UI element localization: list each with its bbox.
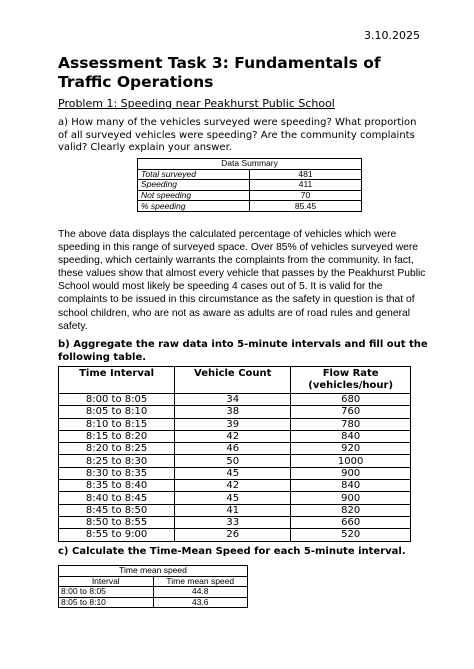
question-b: b) Aggregate the raw data into 5-minute intervals and fill out the following table.	[58, 339, 428, 363]
table-row	[138, 169, 362, 180]
vehicle-count-cell: 42	[175, 430, 291, 442]
table-header-row	[138, 159, 362, 170]
interval-cell: 8:00 to 8:05	[59, 587, 154, 598]
column-header-time-interval: Time Interval	[59, 367, 175, 394]
table-row	[59, 480, 411, 492]
table-row	[59, 430, 411, 442]
flow-rate-cell: 780	[291, 418, 411, 430]
column-header-time-mean-speed: Time mean speed	[153, 576, 248, 587]
time-mean-speed-table	[58, 565, 248, 608]
vehicle-count-cell: 42	[175, 480, 291, 492]
problem-heading: Problem 1: Speeding near Peakhurst Public School	[58, 97, 335, 110]
question-c: c) Calculate the Time-Mean Speed for each 5-minute interval.	[58, 546, 406, 557]
vehicle-count-cell: 45	[175, 492, 291, 504]
vehicle-count-cell: 33	[175, 516, 291, 528]
table-row	[59, 504, 411, 516]
summary-value: 411	[250, 180, 362, 191]
time-interval-cell: 8:45 to 8:50	[59, 504, 175, 516]
table-row	[59, 492, 411, 504]
time-interval-cell: 8:00 to 8:05	[59, 394, 175, 406]
data-summary-title: Data Summary	[138, 159, 362, 170]
time-interval-cell: 8:30 to 8:35	[59, 467, 175, 479]
page-title: Assessment Task 3: Fundamentals of Traffic Operations	[58, 54, 381, 91]
flow-rate-cell: 760	[291, 406, 411, 418]
table-row	[59, 467, 411, 479]
tms-title: Time mean speed	[59, 566, 248, 577]
speed-cell: 43.6	[153, 597, 248, 608]
column-header-flow-rate	[291, 367, 411, 394]
table-row	[138, 201, 362, 212]
flow-rate-cell: 840	[291, 480, 411, 492]
table-row	[138, 180, 362, 191]
vehicle-count-cell: 39	[175, 418, 291, 430]
table-row	[138, 190, 362, 201]
document-date: 3.10.2025	[364, 29, 420, 42]
time-interval-cell: 8:10 to 8:15	[59, 418, 175, 430]
data-summary-table	[137, 158, 362, 212]
summary-label: Total surveyed	[138, 169, 250, 180]
table-row	[59, 516, 411, 528]
column-header-vehicle-count: Vehicle Count	[175, 367, 291, 394]
time-interval-cell: 8:25 to 8:30	[59, 455, 175, 467]
time-interval-cell: 8:40 to 8:45	[59, 492, 175, 504]
flow-rate-cell: 840	[291, 430, 411, 442]
vehicle-count-cell: 38	[175, 406, 291, 418]
flow-rate-cell: 920	[291, 443, 411, 455]
summary-label: % speeding	[138, 201, 250, 212]
summary-value: 85.45	[250, 201, 362, 212]
table-row	[59, 529, 411, 541]
time-interval-cell: 8:05 to 8:10	[59, 406, 175, 418]
time-interval-cell: 8:35 to 8:40	[59, 480, 175, 492]
table-row	[59, 406, 411, 418]
table-header-row	[59, 367, 411, 394]
flow-rate-header-text: Flow Rate (vehicles/hour)	[308, 368, 394, 391]
table-row	[59, 597, 248, 608]
question-a: a) How many of the vehicles surveyed were speeding? What proportion of all surveyed vehicles were speeding? Are the community complaints valid? Clearly explain your answer.	[58, 117, 417, 153]
table-row	[59, 455, 411, 467]
flow-rate-cell: 900	[291, 492, 411, 504]
vehicle-count-cell: 41	[175, 504, 291, 516]
flow-rate-cell: 660	[291, 516, 411, 528]
speed-cell: 44.8	[153, 587, 248, 598]
table-row	[59, 418, 411, 430]
answer-paragraph: The above data displays the calculated percentage of vehicles which were speeding in this range of surveyed space. Over 85% of vehicles surveyed were speeding, which certainly warrants the complaints from the community. In fact, these values show that almost every vehicle that passes by the Peakhurst Public School would most likely be speeding 4 cases out of 5. It is valid for the complaints to be issued in this circumstance as the safety in question is that of school children, who are not as aware as adults are of road rules and general safety.	[58, 229, 426, 332]
table-row	[59, 394, 411, 406]
summary-value: 481	[250, 169, 362, 180]
vehicle-count-cell: 34	[175, 394, 291, 406]
table-header-row	[59, 576, 248, 587]
vehicle-count-cell: 50	[175, 455, 291, 467]
interval-cell: 8:05 to 8:10	[59, 597, 154, 608]
table-header-row	[59, 566, 248, 577]
vehicle-count-cell: 46	[175, 443, 291, 455]
flow-rate-cell: 680	[291, 394, 411, 406]
flow-rate-cell: 1000	[291, 455, 411, 467]
summary-label: Speeding	[138, 180, 250, 191]
vehicle-count-cell: 26	[175, 529, 291, 541]
flow-rate-cell: 820	[291, 504, 411, 516]
summary-value: 70	[250, 190, 362, 201]
time-interval-cell: 8:50 to 8:55	[59, 516, 175, 528]
table-row	[59, 443, 411, 455]
flow-rate-cell: 520	[291, 529, 411, 541]
table-row	[59, 587, 248, 598]
flow-rate-cell: 900	[291, 467, 411, 479]
time-interval-cell: 8:20 to 8:25	[59, 443, 175, 455]
time-interval-cell: 8:55 to 9:00	[59, 529, 175, 541]
vehicle-count-cell: 45	[175, 467, 291, 479]
time-interval-cell: 8:15 to 8:20	[59, 430, 175, 442]
summary-label: Not speeding	[138, 190, 250, 201]
flow-rate-table	[58, 366, 411, 542]
column-header-interval: Interval	[59, 576, 154, 587]
